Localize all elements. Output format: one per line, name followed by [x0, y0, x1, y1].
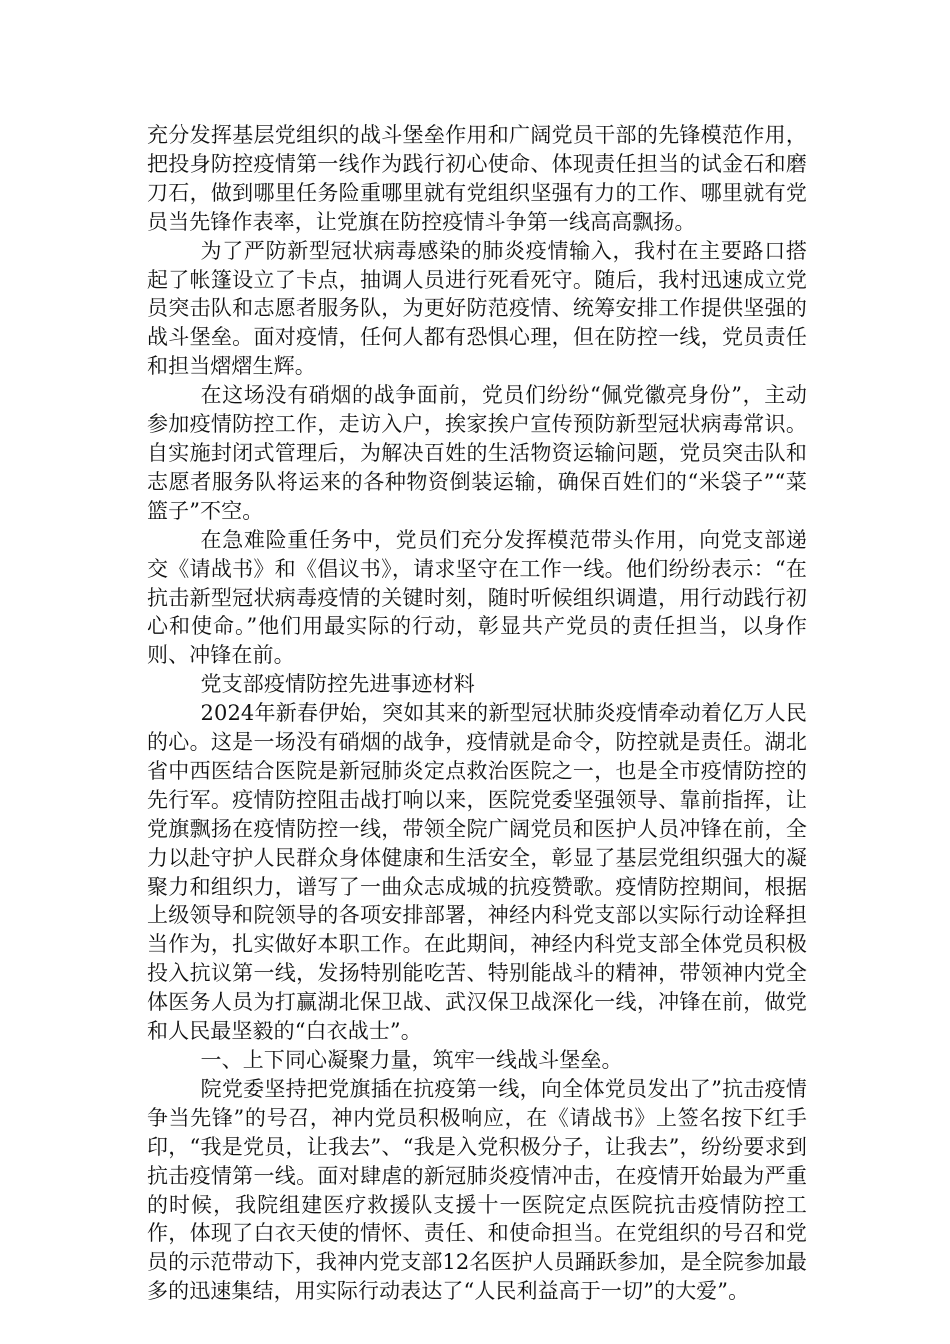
document-body — [147, 121, 807, 1306]
paragraph-party-role: 充分发挥基层党组织的战斗堡垒作用和广阔党员干部的先锋模范作用，把投身防控疫情第一线作为践行初心使命、体现责任担当的试金石和磨刀石，做到哪里任务险重哪里就有党组织坚强有力的工作、哪里就有党员当先锋作表率，让党旗在防控疫情斗争第一线高高飘扬。 — [147, 123, 807, 234]
paragraph-village-checkpoint: 为了严防新型冠状病毒感染的肺炎疫情输入，我村在主要路口搭起了帐篷设立了卡点，抽调人员进行死看死守。随后，我村迅速成立党员突击队和志愿者服务队，为更好防范疫情、统筹安排工作提供坚强的战斗堡垒。面对疫情，任何人都有恐惧心理，但在防控一线，党员责任和担当熠熠生辉。 — [147, 238, 807, 379]
section-title: 党支部疫情防控先进事迹材料 — [200, 672, 475, 697]
paragraph-petition: 在急难险重任务中，党员们充分发挥模范带头作用，向党支部递交《请战书》和《倡议书》，请求坚守在工作一线。他们纷纷表示：“在抗击新型冠状病毒疫情的关键时刻，随时听候组织调遣，用行动践行初心和使命。”他们用最实际的行动，彰显共产党员的责任担当，以身作则、冲锋在前。 — [147, 527, 807, 668]
paragraph-hospital-intro: 2024年新春伊始，突如其来的新型冠状肺炎疫情牵动着亿万人民的心。这是一场没有硝烟的战争，疫情就是命令，防控就是责任。湖北省中西医结合医院是新冠肺炎定点救治医院之一，也是全市疫情防控的先行军。疫情防控阻击战打响以来，医院党委坚强领导、靠前指挥，让党旗飘扬在疫情防控一线，带领全院广阔党员和医护人员冲锋在前，全力以赴守护人民群众身体健康和生活安全，彰显了基层党组织强大的凝聚力和组织力，谱写了一曲众志成城的抗疫赞歌。疫情防控期间，根据上级领导和院领导的各项安排部署，神经内科党支部以实际行动诠释担当作为，扎实做好本职工作。在此期间，神经内科党支部全体党员积极投入抗议第一线，发扬特别能吃苦、特别能战斗的精神，带领神内党全体医务人员为打赢湖北保卫战、武汉保卫战深化一线，冲锋在前，做党和人民最坚毅的“白衣战士”。 — [147, 701, 807, 1044]
paragraph-frontline-volunteers: 院党委坚持把党旗插在抗疫第一线，向全体党员发出了”抗击疫情争当先锋”的号召，神内党员积极响应，在《请战书》上签名按下红手印，“我是党员，让我去”、“我是入党积极分子，让我去”，纷纷要求到抗击疫情第一线。面对肆虐的新冠肺炎疫情冲击，在疫情开始最为严重的时候，我院组建医疗救援队支援十一医院定点医院抗击疫情防控工作，体现了白衣天使的情怀、责任、和使命担当。在党组织的号召和党员的示范带动下，我神内党支部12名医护人员踊跃参加，是全院参加最多的迅速集结，用实际行动表达了“人民利益高于一切”的大爱”。 — [147, 1076, 807, 1304]
paragraph-party-badge: 在这场没有硝烟的战争面前，党员们纷纷“佩党徽亮身份”，主动参加疫情防控工作，走访入户，挨家挨户宣传预防新型冠状病毒常识。自实施封闭式管理后，为解决百姓的生活物资运输问题，党员突击队和志愿者服务队将运来的各种物资倒装运输，确保百姓们的“米袋子”“菜篮子”不空。 — [147, 383, 807, 523]
subsection-heading: 一、上下同心凝聚力量，筑牢一线战斗堡垒。 — [200, 1048, 623, 1072]
